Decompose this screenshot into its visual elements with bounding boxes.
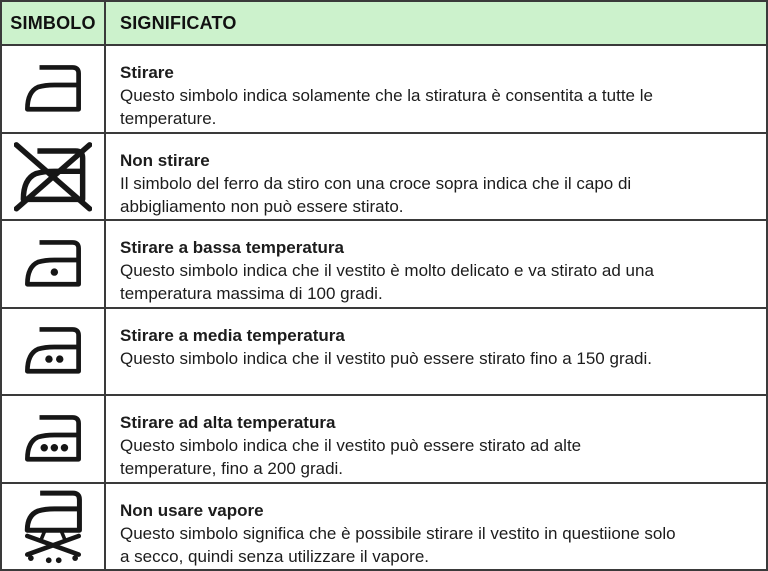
- table-row: [2, 307, 766, 395]
- row-description: temperature.: [120, 109, 217, 128]
- row-description: abbigliamento non può essere stirato.: [120, 196, 404, 216]
- row-description: Questo simbolo indica che il vestito può essere stirato fino a 150 gradi.: [120, 348, 653, 368]
- row-title: Stirare a media temperatura: [120, 325, 345, 345]
- row-title: Stirare: [120, 63, 174, 82]
- header-significato: SIGNIFICATO: [120, 12, 237, 33]
- no-iron-icon: [14, 140, 92, 212]
- symbol-cell: [2, 221, 106, 307]
- table-row: [2, 44, 766, 132]
- symbol-cell: [2, 396, 106, 482]
- meaning-cell: [106, 221, 766, 307]
- row-description: Il simbolo del ferro da stiro con una croce sopra indica che il capo di: [120, 173, 632, 193]
- iron-icon: [19, 58, 87, 120]
- row-description: Questo simbolo indica che il vestito può essere stirato ad alte: [120, 436, 582, 455]
- row-description: temperature, fino a 200 gradi.: [120, 459, 344, 478]
- row-description: Questo simbolo indica che il vestito è molto delicato e va stirato ad una: [120, 261, 654, 280]
- table-row: [2, 219, 766, 307]
- symbol-cell: [2, 134, 106, 220]
- table-header-row: [2, 2, 766, 44]
- meaning-cell: [106, 46, 766, 132]
- row-title: Stirare a bassa temperatura: [120, 238, 344, 257]
- meaning-cell: [106, 309, 766, 395]
- row-title: Non stirare: [120, 150, 210, 170]
- symbol-cell: [2, 46, 106, 132]
- row-description: temperatura massima di 100 gradi.: [120, 284, 383, 303]
- meaning-cell: [106, 484, 766, 570]
- meaning-cell: [106, 396, 766, 482]
- symbol-cell: [2, 484, 106, 570]
- iron-no-steam-icon: [17, 486, 89, 566]
- symbol-cell: [2, 309, 106, 395]
- table-row: [2, 482, 766, 570]
- row-title: Non usare vapore: [120, 500, 264, 520]
- row-description: a secco, quindi senza utilizzare il vapore.: [120, 546, 429, 566]
- table-row: [2, 394, 766, 482]
- header-simbolo: SIMBOLO: [2, 2, 106, 44]
- table-row: [2, 132, 766, 220]
- iron-medium-temp-icon: [19, 320, 87, 382]
- iron-low-temp-icon: [19, 233, 87, 295]
- row-description: Questo simbolo indica solamente che la stiratura è consentita a tutte le: [120, 86, 653, 105]
- row-title: Stirare ad alta temperatura: [120, 413, 336, 432]
- iron-high-temp-icon: [19, 408, 87, 470]
- meaning-cell: [106, 134, 766, 220]
- row-description: Questo simbolo significa che è possibile stirare il vestito in questiione solo: [120, 523, 676, 543]
